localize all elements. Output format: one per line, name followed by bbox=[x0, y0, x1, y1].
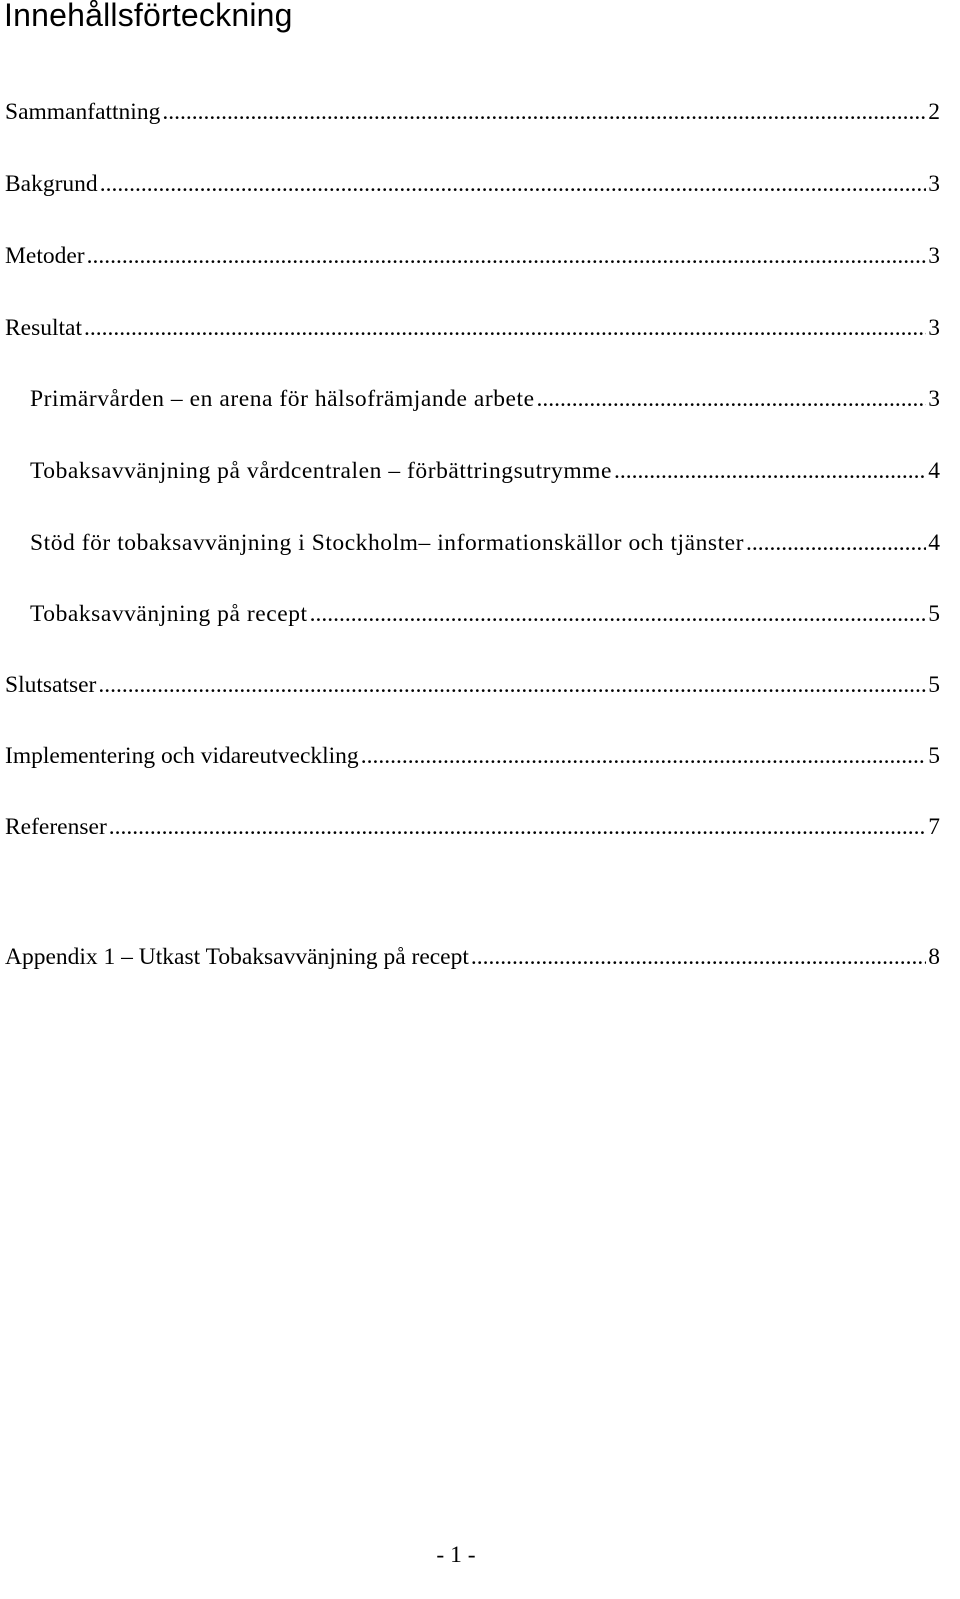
toc-entry-primarvarden[interactable] bbox=[30, 384, 940, 414]
toc-entry-label: Resultat bbox=[5, 315, 83, 341]
toc-entry-page: 5 bbox=[928, 672, 940, 698]
toc-entry-label: Appendix 1 – Utkast Tobaksavvänjning på recept bbox=[5, 944, 469, 970]
toc-entry-page: 3 bbox=[928, 243, 940, 269]
toc-entry-resultat[interactable] bbox=[5, 313, 940, 343]
toc-entry-page: 7 bbox=[928, 814, 940, 840]
toc-entry-label: Tobaksavvänjning på recept bbox=[30, 601, 308, 627]
toc-dot-leader bbox=[471, 942, 926, 972]
toc-entry-label: Bakgrund bbox=[5, 171, 98, 197]
toc-dot-leader bbox=[98, 670, 926, 700]
toc-entry-stod-stockholm[interactable] bbox=[30, 528, 940, 558]
toc-dot-leader bbox=[87, 241, 927, 271]
toc-entry-label: Tobaksavvänjning på vårdcentralen – förbättringsutrymme bbox=[30, 458, 612, 484]
toc-entry-label: Referenser bbox=[5, 814, 107, 840]
toc-entry-referenser[interactable] bbox=[5, 812, 940, 842]
toc-entry-label: Slutsatser bbox=[5, 672, 97, 698]
toc-entry-bakgrund[interactable] bbox=[5, 169, 940, 199]
toc-entry-page: 3 bbox=[928, 171, 940, 197]
toc-entry-page: 3 bbox=[928, 386, 940, 412]
toc-entry-vardcentralen[interactable] bbox=[30, 456, 940, 486]
toc-dot-leader bbox=[109, 812, 926, 842]
toc-entry-label: Implementering och vidareutveckling bbox=[5, 743, 359, 769]
toc-entry-implementering[interactable] bbox=[5, 741, 940, 771]
toc-dot-leader bbox=[614, 456, 926, 486]
toc-entry-page: 5 bbox=[928, 601, 940, 627]
toc-dot-leader bbox=[162, 97, 926, 127]
toc-entry-page: 2 bbox=[928, 99, 940, 125]
toc-entry-page: 4 bbox=[928, 458, 940, 484]
toc-dot-leader bbox=[746, 528, 926, 558]
toc-entry-label: Primärvården – en arena för hälsofrämjande arbete bbox=[30, 386, 535, 412]
toc-dot-leader bbox=[361, 741, 927, 771]
toc-entry-label: Stöd för tobaksavvänjning i Stockholm– informationskällor och tjänster bbox=[30, 530, 745, 556]
toc-entry-label: Sammanfattning bbox=[5, 99, 161, 125]
toc-entry-sammanfattning[interactable] bbox=[5, 97, 940, 127]
toc-dot-leader bbox=[310, 599, 927, 629]
toc-dot-leader bbox=[84, 313, 926, 343]
toc-title: Innehållsförteckning bbox=[4, 0, 293, 33]
toc-entry-page: 8 bbox=[928, 944, 940, 970]
toc-entry-slutsatser[interactable] bbox=[5, 670, 940, 700]
toc-entry-page: 3 bbox=[928, 315, 940, 341]
toc-dot-leader bbox=[537, 384, 927, 414]
toc-entry-page: 4 bbox=[928, 530, 940, 556]
toc-dot-leader bbox=[100, 169, 927, 199]
toc-entry-page: 5 bbox=[928, 743, 940, 769]
page-number: - 1 - bbox=[436, 1542, 476, 1568]
toc-entry-appendix-1[interactable] bbox=[5, 942, 940, 972]
toc-entry-metoder[interactable] bbox=[5, 241, 940, 271]
toc-entry-recept[interactable] bbox=[30, 599, 940, 629]
toc-entry-label: Metoder bbox=[5, 243, 85, 269]
